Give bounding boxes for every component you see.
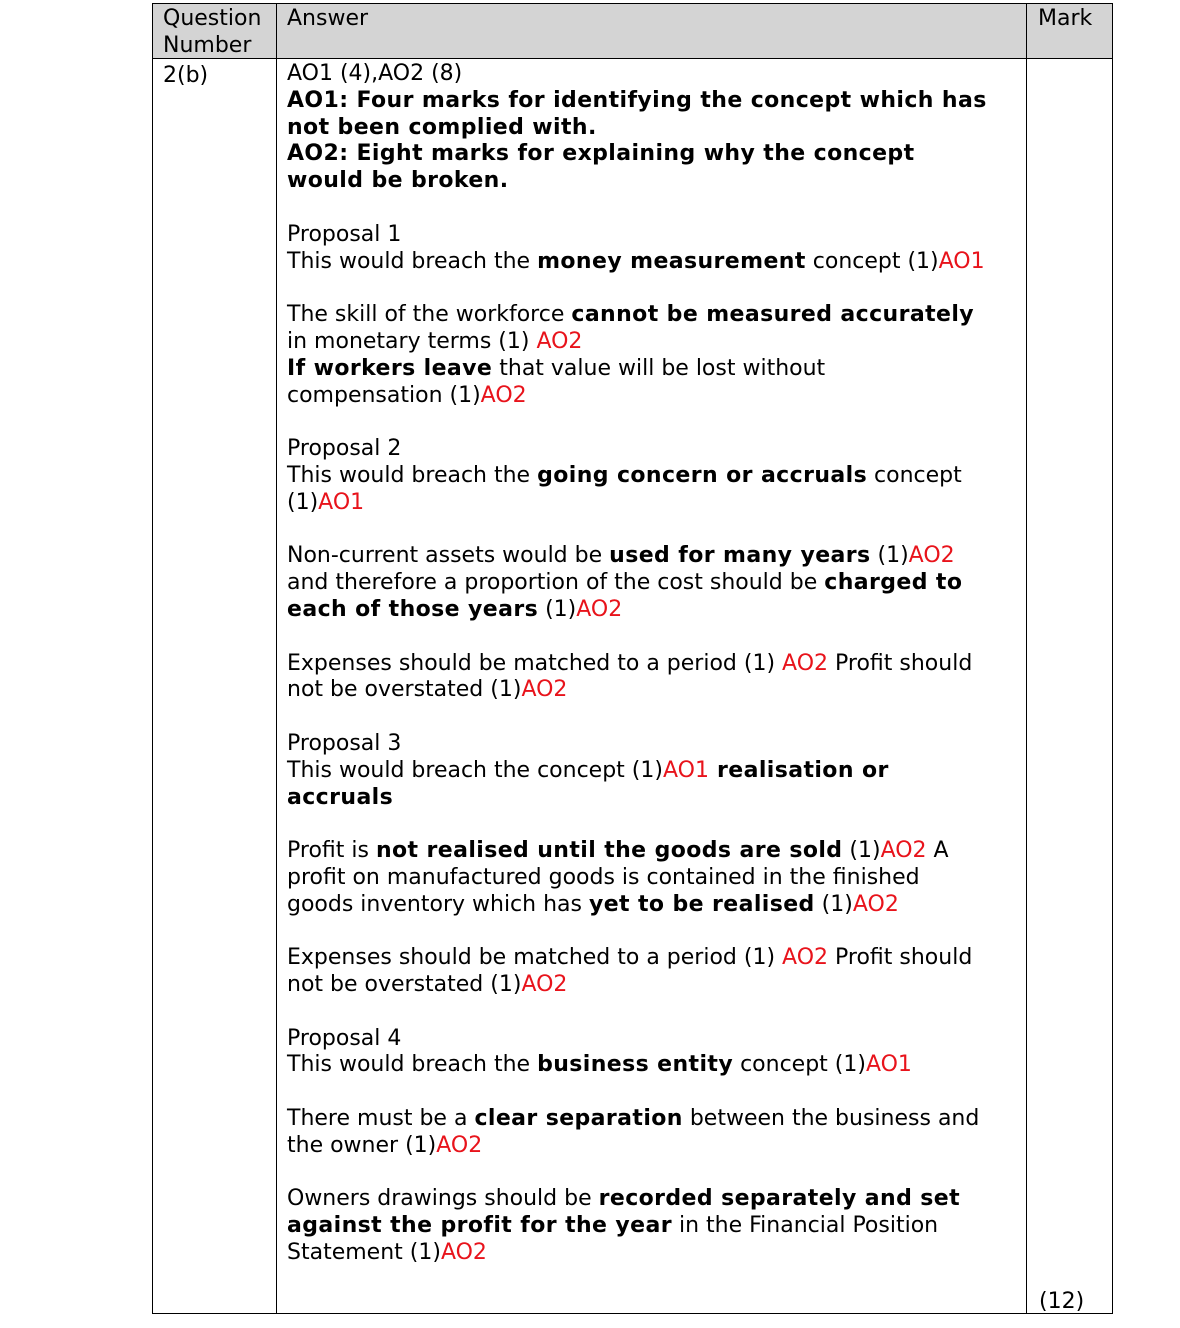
proposal-1-title: Proposal 1 [287, 221, 402, 247]
ao-weighting: AO1 (4),AO2 (8) [287, 61, 463, 86]
ao2-description: AO2: Eight marks for explaining why the concept would be broken. [287, 141, 915, 194]
proposal-1-explanation: The skill of the workforce cannot be measured accurately in monetary terms (1) AO2 If workers leave that value will be lost without compensation (1)AO2 [287, 302, 975, 408]
proposal-1-concept: Proposal 1 This would breach the money measurement concept (1)AO1 [287, 221, 985, 274]
proposal-3-explanation: Profit is not realised until the goods are sold (1)AO2 A profit on manufactured goods is contained in the finished goods inventory which has yet to be realised (1)AO2 [287, 838, 949, 917]
assessment-objectives [287, 61, 987, 195]
column-divider [1026, 4, 1027, 1313]
proposal-4-title: Proposal 4 [287, 1025, 402, 1051]
proposal-2-title: Proposal 2 [287, 436, 402, 462]
column-divider [276, 4, 277, 1313]
proposal-3-concept: Proposal 3 This would breach the concept (1)AO1 realisation or accruals [287, 730, 889, 810]
total-mark: (12) [1039, 1289, 1085, 1314]
header-answer: Answer [287, 6, 369, 31]
proposal-2-concept: Proposal 2 This would breach the going concern or accruals concept (1)AO1 [287, 436, 962, 515]
proposal-3-title: Proposal 3 [287, 730, 402, 756]
mark-scheme-table [152, 3, 1113, 1314]
proposal-4-concept: Proposal 4 This would breach the business entity concept (1)AO1 [287, 1025, 912, 1078]
proposal-4-drawings: Owners drawings should be recorded separately and set against the profit for the year in the Financial Position Statement (1)AO2 [287, 1186, 961, 1266]
header-question-number: Question Number [163, 6, 262, 58]
proposal-2-matching: Expenses should be matched to a period (1) AO2 Profit should not be overstated (1)AO2 [287, 650, 973, 703]
question-number: 2(b) [163, 63, 209, 88]
proposal-2-explanation: Non-current assets would be used for many years (1)AO2 and therefore a proportion of the cost should be charged to each of those years (1)AO2 [287, 543, 963, 622]
header-mark: Mark [1038, 6, 1093, 31]
proposal-3-matching: Expenses should be matched to a period (1) AO2 Profit should not be overstated (1)AO2 [287, 945, 973, 998]
ao1-description: AO1: Four marks for identifying the concept which has not been complied with. [287, 87, 987, 140]
answer-content [287, 61, 987, 1267]
proposal-4-explanation: There must be a clear separation between the business and the owner (1)AO2 [287, 1106, 980, 1158]
